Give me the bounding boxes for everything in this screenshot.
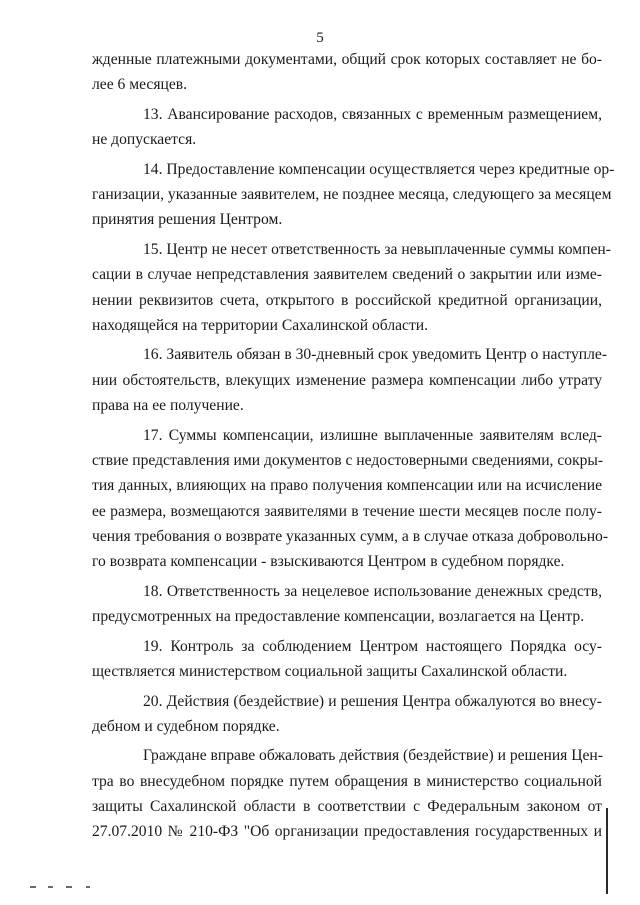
text-line: чения требования о возврате указанных сумм, а в случае отказа добровольно- xyxy=(92,527,609,545)
text-line: ее размера, возмещаются заявителями в течение шести месяцев после полу- xyxy=(92,502,602,520)
text-line: нении реквизитов счета, открытого в российской кредитной организации, xyxy=(92,291,602,309)
paragraph-19 xyxy=(92,634,602,685)
text-line: дебном и судебном порядке. xyxy=(92,717,280,735)
text-line: ганизации, указанные заявителем, не позднее месяца, следующего за месяцем xyxy=(92,186,612,204)
text-line: лее 6 месяцев. xyxy=(92,76,188,94)
paragraph-20 xyxy=(92,689,602,740)
text-line: 19. Контроль за соблюдением Центром настоящего Порядка осу- xyxy=(143,637,602,655)
text-line: 17. Суммы компенсации, излишне выплаченные заявителям вслед- xyxy=(143,426,602,444)
text-line: права на ее получение. xyxy=(92,397,244,415)
text-line: Граждане вправе обжаловать действия (бездействие) и решения Цен- xyxy=(143,747,603,765)
text-line: ществляется министерством социальной защиты Сахалинской области. xyxy=(92,662,568,680)
text-line: 18. Ответственность за нецелевое использование денежных средств, xyxy=(143,582,602,600)
paragraph-20-appeal xyxy=(92,743,602,844)
paragraph-17 xyxy=(92,423,609,575)
text-line: жденные платежными документами, общий срок которых составляет не бо- xyxy=(92,51,602,68)
text-line: 15. Центр не несет ответственность за невыплаченные суммы компен- xyxy=(143,240,611,258)
text-line: нии обстоятельств, влекущих изменение размера компенсации либо утрату xyxy=(92,371,602,389)
scan-artifact xyxy=(30,886,110,888)
paragraph-15 xyxy=(92,237,611,338)
scan-margin-mark xyxy=(606,808,608,894)
paragraph-13 xyxy=(92,102,602,153)
paragraph-18 xyxy=(92,579,602,630)
paragraph-continuation xyxy=(92,47,602,98)
text-line: защиты Сахалинской области в соответствии с Федеральным законом от xyxy=(92,797,602,815)
text-line: не допускается. xyxy=(92,131,197,149)
text-line: 20. Действия (бездействие) и решения Центра обжалуются во внесу- xyxy=(143,692,602,710)
text-line: находящейся на территории Сахалинской области. xyxy=(92,316,429,334)
text-line: сации в случае непредставления заявителем сведений о закрытии или изме- xyxy=(92,266,602,284)
paragraph-14 xyxy=(92,157,615,233)
text-line: 16. Заявитель обязан в 30-дневный срок уведомить Центр о наступле- xyxy=(143,346,608,364)
text-line: ствие представления ими документов с недостоверными сведениями, сокры- xyxy=(92,451,604,469)
text-line: тра во внесудебном порядке путем обращения в министерство социальной xyxy=(92,772,602,790)
document-body xyxy=(92,47,615,845)
text-line: 13. Авансирование расходов, связанных с временным размещением, xyxy=(143,105,602,123)
page-number: 5 xyxy=(316,30,324,46)
text-line: предусмотренных на предоставление компенсации, возлагается на Центр. xyxy=(92,608,585,626)
text-line: 27.07.2010 № 210-ФЗ "Об организации предоставления государственных и xyxy=(92,823,602,841)
text-line: тия данных, влияющих на право получения компенсации или на исчисление xyxy=(92,477,602,495)
paragraph-16 xyxy=(92,342,608,418)
text-line: го возврата компенсации - взыскиваются Центром в судебном порядке. xyxy=(92,553,565,571)
text-line: 14. Предоставление компенсации осуществляется через кредитные ор- xyxy=(143,160,615,178)
text-line: принятия решения Центром. xyxy=(92,211,283,229)
